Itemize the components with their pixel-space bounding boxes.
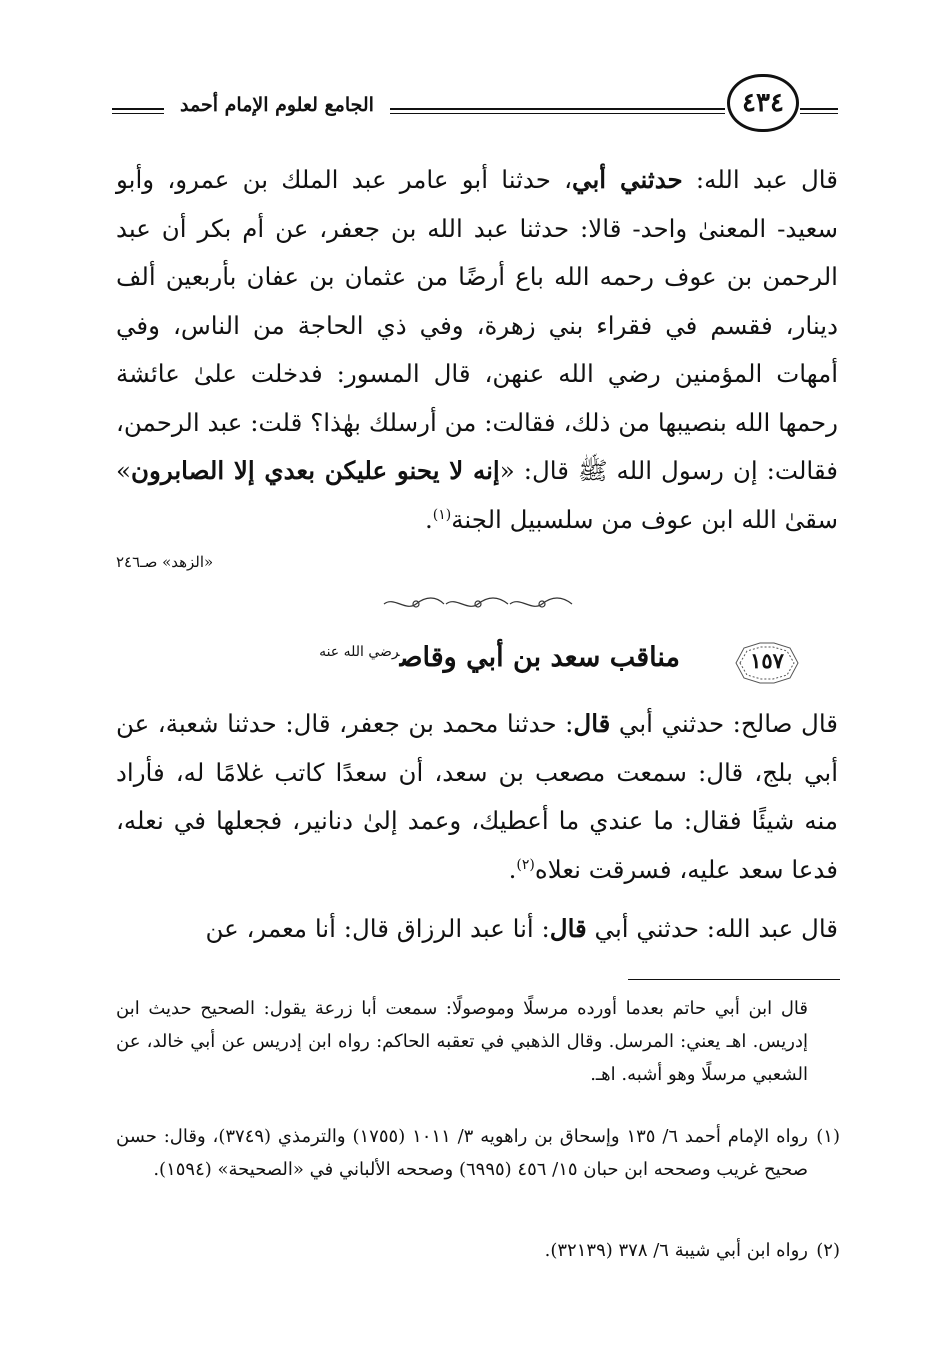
- page-number: ٤٣٤: [727, 74, 799, 132]
- text-run: .: [508, 854, 517, 884]
- footnote-text: رواه ابن أبي شيبة ٦/ ٣٧٨ (٣٢١٣٩).: [544, 1240, 808, 1261]
- footnote-number: (١): [816, 1126, 840, 1147]
- footnote-number: (٢): [816, 1240, 840, 1261]
- footnote-2: [116, 1234, 840, 1267]
- text-run: : أنا عبد الرزاق قال: أنا معمر، عن: [205, 914, 550, 943]
- footnote-continuation: قال ابن أبي حاتم بعدما أورده مرسلًا وموصولًا: سمعت أبا زرعة يقول: الصحيح حديث ابن إدريس. اهـ يعني: المرسل. وقال الذهبي في تعقبه الحاكم: رواه ابن إدريس عن أبي خالد، عن الشعبي مرسلًا وهو أشبه. اهـ.: [116, 998, 808, 1085]
- text-run: ، حدثنا أبو عامر عبد الملك بن عمرو، وأبو سعيد- المعنىٰ واحد- قالا: حدثنا عبد الله بن جعفر، عن أم بكر أن عبد الرحمن بن عوف رحمه الله باع أرضًا من عثمان بن عفان بأربعين ألف دينار، فقسم في فقراء بني زهرة، وفي ذي الحاجة من الناس، وفي أمهات المؤمنين رضي الله عنهن، قال المسور: فدخلت علىٰ عائشة رحمها الله بنصيبها من ذلك، فقالت: من أرسلك بهٰذا؟ قلت: عبد الرحمن، فقالت: إن رسول الله ﷺ قال: «: [116, 165, 838, 485]
- header-rule-middle: [390, 108, 725, 114]
- ornament-divider: [380, 596, 576, 612]
- header-rule-right: [800, 108, 838, 114]
- section-title-text: مناقب سعد بن أبي وقاص: [399, 642, 680, 673]
- hadith-quote: إنه لا يحنو عليكن بعدي إلا الصابرون: [131, 456, 500, 485]
- bold-run: حدثني أبي: [572, 165, 683, 194]
- text-run: : حدثنا محمد بن جعفر، قال: حدثنا شعبة، عن أبي بلج، قال: سمعت مصعب بن سعد، أن سعدًا كاتب غلامًا له، فأراد منه شيئًا فقال: ما عندي ما أعطيك، وعمد إلىٰ دنانير، فجعلها في نعله، فدعا سعد عليه، فسرقت نعلاه: [116, 709, 838, 884]
- text-run: .: [424, 504, 433, 534]
- paragraph-2: [116, 700, 838, 894]
- bold-run: قال: [573, 709, 611, 738]
- text-run: » سقىٰ الله ابن عوف من سلسبيل الجنة: [116, 456, 838, 534]
- text-run: قال صالح: حدثني أبي: [610, 709, 838, 738]
- footnote-text: رواه الإمام أحمد ٦/ ١٣٥ وإسحاق بن راهويه ٣/ ١٠١١ (١٧٥٥) والترمذي (٣٧٤٩)، وقال: حسن صحيح غريب وصححه ابن حبان ١٥/ ٤٥٦ (٦٩٩٥) وصححه الألباني في «الصحيحة» (١٥٩٤).: [116, 1126, 808, 1180]
- header-rule-left: [112, 108, 164, 114]
- paragraph-1: [116, 156, 838, 544]
- section-number: ١٥٧: [750, 648, 784, 673]
- paragraph-3: [116, 905, 838, 954]
- honorific-glyph: رضي الله عنه: [319, 644, 400, 660]
- footnote-marker: (٢): [516, 856, 535, 873]
- section-title: [300, 642, 680, 673]
- footnote-marker: (١): [432, 506, 452, 523]
- footnote-1: [116, 1120, 840, 1186]
- running-title: الجامع لعلوم الإمام أحمد: [180, 94, 374, 116]
- bold-run: قال: [549, 914, 587, 943]
- text-run: قال عبد الله: حدثني أبي: [586, 914, 838, 943]
- source-reference: «الزهد» صـ٢٤٦: [116, 553, 214, 571]
- text-run: قال عبد الله:: [682, 165, 838, 194]
- footnote-separator: [628, 979, 840, 980]
